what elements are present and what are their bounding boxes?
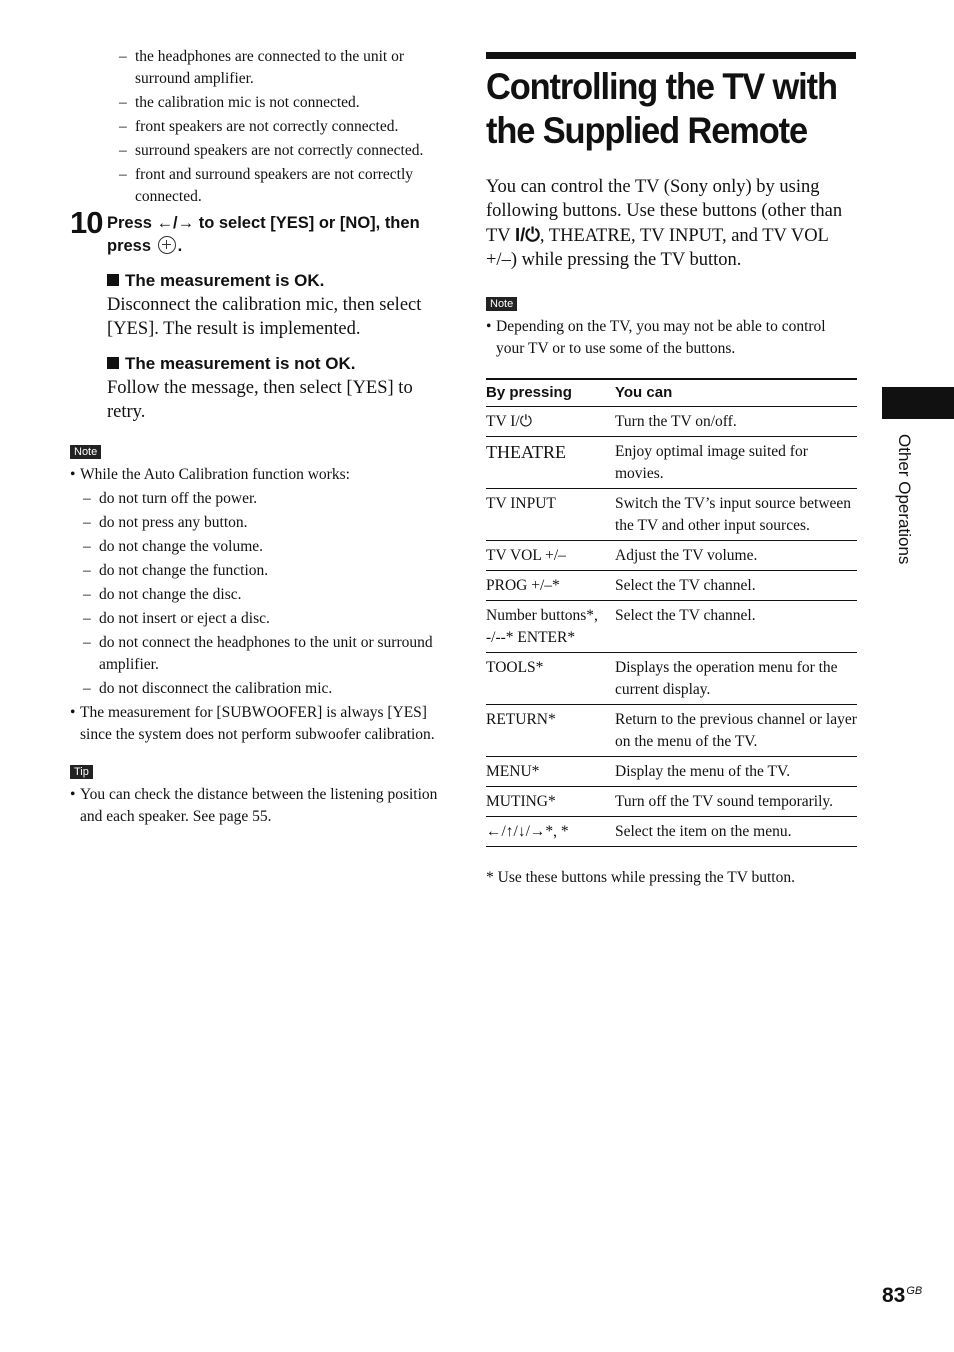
not-ok-heading — [107, 353, 442, 375]
list-item: – the calibration mic is not connected. — [70, 92, 442, 114]
table-row — [486, 489, 857, 541]
list-item: – do not turn off the power. — [70, 488, 442, 510]
tip-bullet: • You can check the distance between the listening position and each speaker. See page 55. — [70, 784, 442, 828]
table-row — [486, 787, 857, 817]
action-cell: Select the TV channel. — [615, 571, 857, 601]
tip-label: Tip — [70, 765, 93, 779]
error-conditions-list — [70, 46, 442, 208]
col-header-you-can: You can — [615, 379, 857, 407]
square-bullet-icon — [107, 274, 119, 286]
action-cell: Return to the previous channel or layer on the menu of the TV. — [615, 705, 857, 757]
not-ok-heading-text: The measurement is not OK. — [125, 354, 356, 373]
page-number-suffix: GB — [906, 1285, 923, 1297]
square-bullet-icon — [107, 357, 119, 369]
not-ok-body: Follow the message, then select [YES] to retry. — [107, 378, 413, 422]
title-rule — [486, 52, 856, 59]
col-header-by-pressing: By pressing — [486, 379, 615, 407]
note-label: Note — [486, 297, 517, 311]
list-item: – do not press any button. — [70, 512, 442, 534]
note-bullets — [70, 464, 442, 746]
table-row — [486, 817, 857, 847]
list-item: – do not change the function. — [70, 560, 442, 582]
list-item: – do not change the volume. — [70, 536, 442, 558]
footnote: * Use these buttons while pressing the TV button. — [486, 869, 795, 886]
step-instruction — [107, 212, 442, 258]
intro-paragraph — [486, 175, 856, 272]
table-row — [486, 653, 857, 705]
button-cell: RETURN* — [486, 705, 615, 757]
list-item: – front speakers are not correctly connected. — [70, 116, 442, 138]
note-section — [70, 442, 442, 746]
action-cell: Turn off the TV sound temporarily. — [615, 787, 857, 817]
table-row — [486, 541, 857, 571]
table-row — [486, 571, 857, 601]
list-item: – do not insert or eject a disc. — [70, 608, 442, 630]
table-row — [486, 705, 857, 757]
action-cell: Select the item on the menu. — [615, 817, 857, 847]
step-number: 10 — [70, 205, 103, 240]
power-icon: I/⏻ — [514, 224, 540, 245]
button-cell: PROG +/–* — [486, 571, 615, 601]
note-bullets — [486, 316, 856, 360]
note-bullet: • Depending on the TV, you may not be able to control your TV or to use some of the buttons. — [486, 316, 856, 360]
action-cell: Displays the operation menu for the current display. — [615, 653, 857, 705]
page-title: Controlling the TV with the Supplied Remote — [486, 66, 837, 151]
step-text-b: . — [177, 237, 183, 255]
button-cell: MUTING* — [486, 787, 615, 817]
list-item: – the headphones are connected to the unit or surround amplifier. — [70, 46, 442, 90]
step-10 — [70, 205, 442, 424]
action-cell: Enjoy optimal image suited for movies. — [615, 437, 857, 489]
button-cell: MENU* — [486, 757, 615, 787]
list-item: – surround speakers are not correctly connected. — [70, 140, 442, 162]
button-cell: ←/↑/↓/→*, * — [486, 817, 615, 847]
note-bullet: • The measurement for [SUBWOOFER] is always [YES] since the system does not perform subwoofer calibration. — [70, 702, 442, 746]
right-column — [486, 52, 856, 889]
list-item: – do not connect the headphones to the unit or surround amplifier. — [70, 632, 442, 676]
button-cell: TV VOL +/– — [486, 541, 615, 571]
table-row — [486, 437, 857, 489]
note-bullet — [70, 464, 442, 700]
action-cell: Switch the TV’s input source between the TV and other input sources. — [615, 489, 857, 541]
note-section-right — [486, 294, 856, 360]
action-cell: Display the menu of the TV. — [615, 757, 857, 787]
button-cell: THEATRE — [486, 437, 615, 489]
button-cell: TOOLS* — [486, 653, 615, 705]
button-cell: TV I/⏻ — [486, 407, 615, 437]
intro-text-a: You can control the TV (Sony only) by using following buttons. Use these buttons (other than TV — [486, 177, 843, 246]
tip-bullets — [70, 784, 442, 828]
ok-body: Disconnect the calibration mic, then select [YES]. The result is implemented. — [107, 295, 422, 339]
action-cell: Adjust the TV volume. — [615, 541, 857, 571]
action-cell: Select the TV channel. — [615, 601, 857, 653]
intro-text-b: , THEATRE, TV INPUT, and TV VOL +/–) while pressing the TV button. — [486, 226, 829, 270]
note-bullet-text: While the Auto Calibration function works: — [80, 466, 350, 483]
section-tab-marker — [882, 387, 954, 419]
section-side-label — [892, 434, 916, 604]
list-item: – do not change the disc. — [70, 584, 442, 606]
action-cell: Turn the TV on/off. — [615, 407, 857, 437]
page-number — [882, 1284, 922, 1308]
table-row — [486, 407, 857, 437]
table-row — [486, 601, 857, 653]
table-row — [486, 757, 857, 787]
section-side-label-text: Other Operations — [895, 434, 914, 565]
left-column — [70, 46, 442, 830]
ok-heading-text: The measurement is OK. — [125, 271, 325, 290]
list-item: – do not disconnect the calibration mic. — [70, 678, 442, 700]
button-cell: TV INPUT — [486, 489, 615, 541]
table-header-row — [486, 379, 857, 407]
enter-button-icon — [158, 236, 176, 254]
note-label: Note — [70, 445, 101, 459]
step-text-a: Press ←/→ to select [YES] or [NO], then press — [107, 214, 420, 255]
tip-section — [70, 762, 442, 828]
calibration-rules-list — [70, 488, 442, 700]
page-number-value: 83 — [882, 1284, 906, 1307]
button-cell: Number buttons*, -/--* ENTER* — [486, 601, 615, 653]
tv-buttons-table — [486, 378, 857, 847]
ok-heading — [107, 270, 442, 292]
list-item: – front and surround speakers are not correctly connected. — [70, 164, 442, 208]
